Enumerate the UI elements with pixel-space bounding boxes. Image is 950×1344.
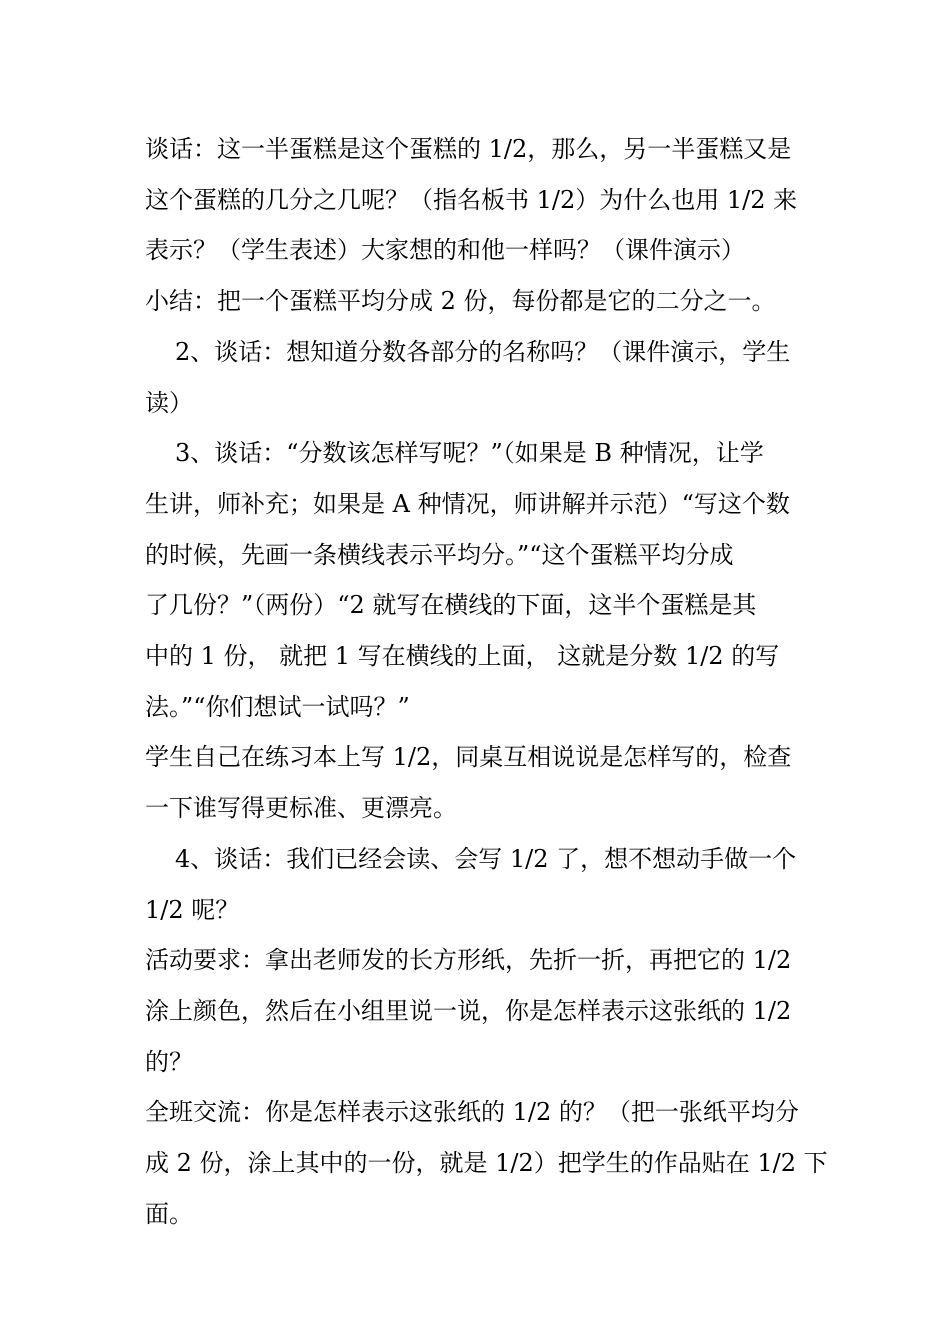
text-line: 活动要求：拿出老师发的长方形纸，先折一折，再把它的 1/2 [145, 946, 792, 975]
text-line: 一下谁写得更标准、更漂亮。 [145, 794, 457, 823]
text-line: 学生自己在练习本上写 1/2，同桌互相说说是怎样写的，检查 [145, 743, 792, 772]
text-line: 小结：把一个蛋糕平均分成 2 份，每份都是它的二分之一。 [145, 287, 776, 316]
text-line: 4、谈话：我们已经会读、会写 1/2 了，想不想动手做一个 [175, 844, 797, 873]
paragraph-students-write [145, 732, 810, 833]
text-line: 表示？（学生表述）大家想的和他一样吗？（课件演示） [145, 236, 745, 265]
paragraph-class-exchange [145, 1087, 828, 1239]
text-line: 谈话：这一半蛋糕是这个蛋糕的 1/2，那么，另一半蛋糕又是 [145, 135, 792, 163]
text-line: 涂上颜色，然后在小组里说一说，你是怎样表示这张纸的 1/2 [145, 996, 792, 1025]
text-line: 的？ [145, 1047, 193, 1076]
paragraph-step-2 [145, 327, 810, 428]
text-line: 3、谈话：“分数该怎样写呢？”（如果是 B 种情况，让学 [175, 439, 764, 468]
text-line: 中的 1 份， 就把 1 写在横线的上面， 这就是分数 1/2 的写 [145, 642, 780, 671]
text-line: 这个蛋糕的几分之几呢？（指名板书 1/2）为什么也用 1/2 来 [145, 185, 798, 214]
paragraph-step-4 [145, 834, 810, 935]
text-line: 生讲，师补充；如果是 A 种情况，师讲解并示范）“写这个数 [145, 489, 790, 518]
paragraph-summary [145, 276, 810, 327]
text-line: 面。 [145, 1199, 193, 1228]
text-line: 读） [145, 388, 193, 417]
document-body [145, 124, 828, 1239]
paragraph-talk-half-cake [145, 124, 810, 276]
text-line: 1/2 呢？ [145, 895, 240, 924]
text-line: 2、谈话：想知道分数各部分的名称吗？（课件演示，学生 [175, 337, 791, 366]
text-line: 全班交流：你是怎样表示这张纸的 1/2 的？（把一张纸平均分 [145, 1098, 799, 1127]
text-line: 法。”“你们想试一试吗？” [145, 692, 410, 721]
text-line: 的时候，先画一条横线表示平均分。”“这个蛋糕平均分成 [145, 540, 734, 569]
paragraph-activity-requirements [145, 935, 810, 1087]
paragraph-step-3 [145, 428, 810, 732]
text-line: 了几份？”（两份）“2 就写在横线的下面，这半个蛋糕是其 [145, 591, 757, 620]
text-line: 成 2 份，涂上其中的一份，就是 1/2）把学生的作品贴在 1/2 下 [145, 1149, 828, 1178]
